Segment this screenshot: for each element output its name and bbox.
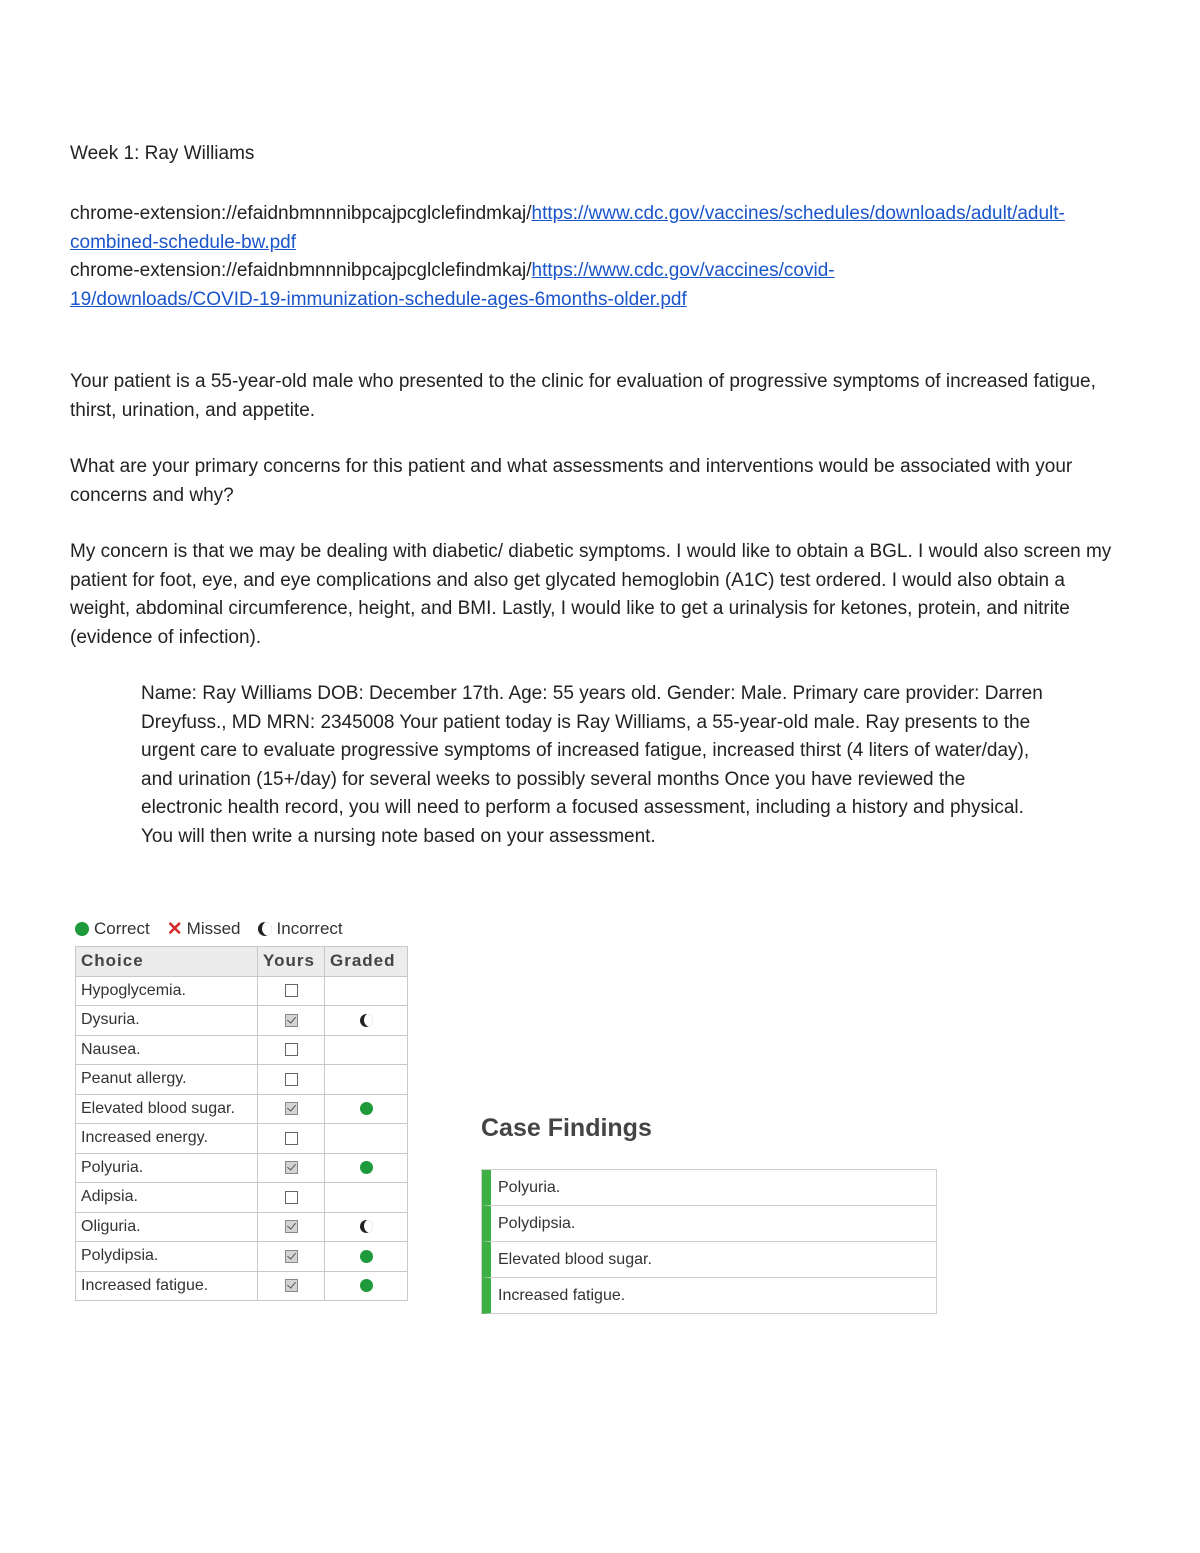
table-row — [76, 1271, 408, 1301]
checked-checkbox-icon — [285, 1161, 298, 1174]
graded-cell — [325, 1124, 408, 1154]
graded-cell — [325, 1271, 408, 1301]
yours-cell — [258, 1006, 325, 1036]
checked-checkbox-icon — [285, 1220, 298, 1233]
correct-icon — [360, 1161, 373, 1174]
case-findings-list — [481, 1169, 937, 1314]
table-row — [76, 1065, 408, 1095]
incorrect-icon — [360, 1220, 373, 1233]
cdc-adult-schedule-link[interactable]: https://www.cdc.gov/vaccines/schedules/downloads/adult/adult-combined-schedule-bw.pdf — [70, 203, 1065, 253]
table-row — [76, 1153, 408, 1183]
yours-cell — [258, 1183, 325, 1213]
graded-cell — [325, 1065, 408, 1095]
question-paragraph: What are your primary concerns for this patient and what assessments and interventions would be associated with your concerns and why? — [70, 456, 1073, 506]
yours-cell — [258, 1035, 325, 1065]
yours-cell — [258, 1094, 325, 1124]
choice-cell: Nausea. — [76, 1035, 258, 1065]
graded-cell — [325, 1094, 408, 1124]
choice-header: Choice — [76, 947, 258, 977]
answer-paragraph: My concern is that we may be dealing with diabetic/ diabetic symptoms. I would like to obtain a BGL. I would also screen my patient for foot, eye, and eye complications and also get glycated hemoglobin (A1C) test ordered. I would also obtain a weight, abdominal circumference, height, and BMI. Lastly, I would like to get a urinalysis for ketones, protein, and nitrite (evidence of infection). — [70, 541, 1112, 648]
yours-cell — [258, 1271, 325, 1301]
graded-cell — [325, 1006, 408, 1036]
table-row — [76, 1212, 408, 1242]
unchecked-checkbox-icon — [285, 1073, 298, 1086]
yours-cell — [258, 1242, 325, 1272]
choice-cell: Increased fatigue. — [76, 1271, 258, 1301]
unchecked-checkbox-icon — [285, 984, 298, 997]
graded-cell — [325, 1153, 408, 1183]
graded-cell — [325, 1183, 408, 1213]
case-finding-item: Polydipsia. — [482, 1206, 936, 1242]
graded-cell — [325, 1242, 408, 1272]
choice-cell: Elevated blood sugar. — [76, 1094, 258, 1124]
table-row — [76, 976, 408, 1006]
grading-legend — [75, 919, 360, 939]
table-row — [76, 1035, 408, 1065]
case-finding-item: Polyuria. — [482, 1170, 936, 1206]
legend-correct: Correct — [75, 919, 150, 939]
missed-icon: ✕ — [166, 918, 183, 940]
yours-cell — [258, 1124, 325, 1154]
correct-icon — [360, 1279, 373, 1292]
reference-links — [70, 200, 1135, 314]
table-row — [76, 1094, 408, 1124]
grading-table — [75, 946, 408, 1301]
page-title: Week 1: Ray Williams — [70, 143, 255, 164]
checked-checkbox-icon — [285, 1250, 298, 1263]
legend-incorrect: Incorrect — [258, 919, 343, 939]
table-header-row — [76, 947, 408, 977]
checked-checkbox-icon — [285, 1014, 298, 1027]
choice-cell: Peanut allergy. — [76, 1065, 258, 1095]
case-findings-title: Case Findings — [481, 1114, 652, 1142]
yours-cell — [258, 1212, 325, 1242]
unchecked-checkbox-icon — [285, 1191, 298, 1204]
table-row — [76, 1183, 408, 1213]
checked-checkbox-icon — [285, 1102, 298, 1115]
choice-cell: Polydipsia. — [76, 1242, 258, 1272]
graded-cell — [325, 976, 408, 1006]
table-row — [76, 1124, 408, 1154]
yours-cell — [258, 1153, 325, 1183]
case-finding-item: Increased fatigue. — [482, 1278, 936, 1314]
yours-header: Yours — [258, 947, 325, 977]
yours-cell — [258, 976, 325, 1006]
unchecked-checkbox-icon — [285, 1132, 298, 1145]
choice-cell: Hypoglycemia. — [76, 976, 258, 1006]
choice-cell: Polyuria. — [76, 1153, 258, 1183]
choice-cell: Adipsia. — [76, 1183, 258, 1213]
unchecked-checkbox-icon — [285, 1043, 298, 1056]
link-prefix: chrome-extension://efaidnbmnnnibpcajpcglclefindmkaj/ — [70, 260, 532, 281]
correct-icon — [360, 1250, 373, 1263]
link-line-2 — [70, 257, 960, 314]
graded-cell — [325, 1035, 408, 1065]
correct-icon — [75, 922, 89, 936]
case-finding-item: Elevated blood sugar. — [482, 1242, 936, 1278]
table-row — [76, 1242, 408, 1272]
table-row — [76, 1006, 408, 1036]
link-prefix: chrome-extension://efaidnbmnnnibpcajpcglclefindmkaj/ — [70, 203, 532, 224]
graded-header: Graded — [325, 947, 408, 977]
link-line-1 — [70, 200, 1130, 257]
checked-checkbox-icon — [285, 1279, 298, 1292]
choice-cell: Dysuria. — [76, 1006, 258, 1036]
legend-missed: ✕ Missed — [166, 918, 241, 940]
incorrect-icon — [360, 1014, 373, 1027]
case-quote: Name: Ray Williams DOB: December 17th. Age: 55 years old. Gender: Male. Primary care provider: Darren Dreyfuss., MD MRN: 2345008 Your patient today is Ray Williams, a 55-year-old male. Ray presents to the urgent care to evaluate progressive symptoms of increased fatigue, increased thirst (4 liters of water/day), and urination (15+/day) for several weeks to possibly several months Once you have reviewed the electronic health record, you will need to perform a focused assessment, including a history and physical. You will then write a nursing note based on your assessment. — [141, 683, 1043, 847]
correct-icon — [360, 1102, 373, 1115]
graded-cell — [325, 1212, 408, 1242]
incorrect-icon — [258, 922, 272, 936]
patient-intro-paragraph: Your patient is a 55-year-old male who presented to the clinic for evaluation of progressive symptoms of increased fatigue, thirst, urination, and appetite. — [70, 371, 1096, 421]
choice-cell: Increased energy. — [76, 1124, 258, 1154]
cdc-covid-schedule-link[interactable]: https://www.cdc.gov/vaccines/covid-19/downloads/COVID-19-immunization-schedule-ages-6months-older.pdf — [70, 260, 835, 310]
choice-cell: Oliguria. — [76, 1212, 258, 1242]
yours-cell — [258, 1065, 325, 1095]
